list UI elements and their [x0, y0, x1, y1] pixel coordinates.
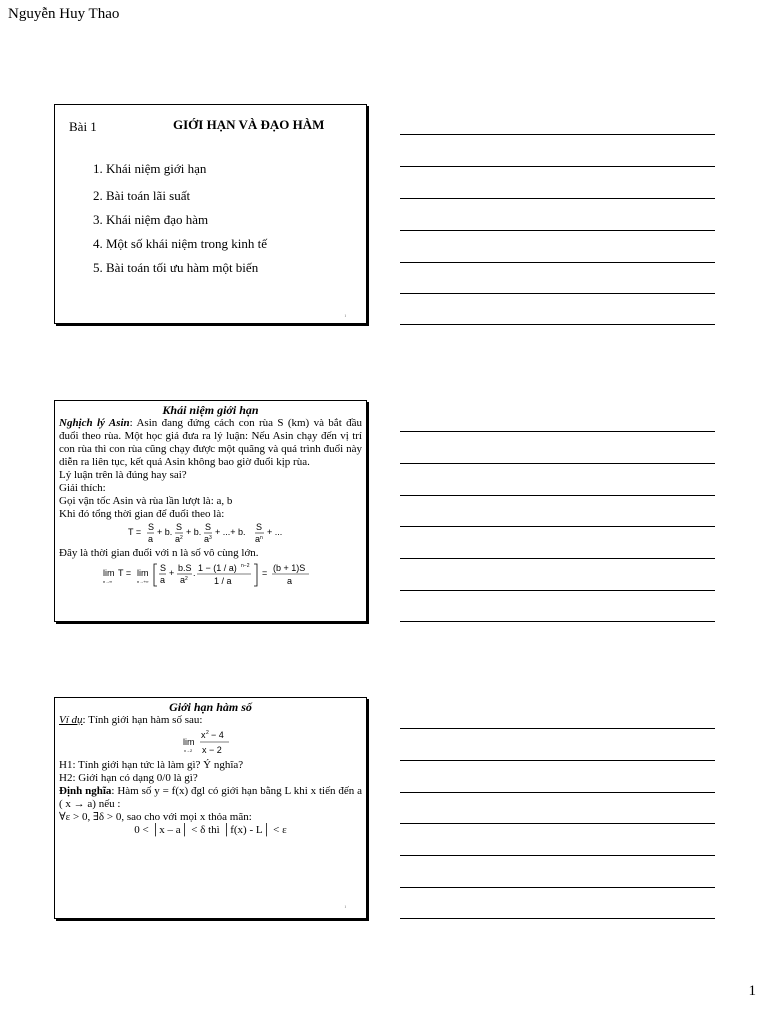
svg-text:+ b.: + b. — [156, 527, 172, 537]
note-line — [400, 760, 715, 761]
svg-text:a: a — [203, 534, 209, 544]
svg-text:2: 2 — [179, 535, 183, 541]
definition-lead: Định nghĩa — [59, 785, 112, 797]
note-line — [400, 526, 715, 527]
note-line — [400, 262, 715, 263]
svg-text:x→2: x→2 — [183, 748, 192, 753]
limit-formula — [59, 561, 362, 589]
svg-text:x − 2: x − 2 — [201, 745, 222, 755]
topic-item: 3. Khái niệm đạo hàm — [93, 212, 209, 227]
svg-text:S: S — [175, 522, 182, 532]
slide-marker: ı — [344, 905, 346, 910]
note-line — [400, 558, 715, 559]
svg-text:n: n — [259, 535, 263, 541]
definition-paragraph — [59, 785, 362, 811]
svg-text:a: a — [179, 575, 185, 585]
svg-text:S: S — [147, 522, 154, 532]
svg-text:x: x — [200, 730, 205, 740]
slide-2 — [54, 400, 367, 622]
svg-text:b.S: b.S — [177, 563, 192, 573]
svg-text:+ b.: + b. — [185, 527, 201, 537]
note-line — [400, 198, 715, 199]
note-line — [400, 463, 715, 464]
svg-text:S: S — [255, 522, 262, 532]
sum-formula — [59, 522, 362, 546]
svg-text:n→+∞: n→+∞ — [136, 579, 148, 584]
explain-label: Giải thích: — [59, 482, 106, 494]
svg-text:a: a — [286, 576, 292, 586]
svg-text:1 − (1 / a): 1 − (1 / a) — [197, 563, 237, 573]
svg-text:n−2: n−2 — [240, 563, 249, 569]
paradox-paragraph — [59, 417, 362, 469]
question-h1: H1: Tính giới hạn tức là làm gì? Ý nghĩa? — [59, 759, 244, 771]
svg-text:a: a — [174, 534, 180, 544]
slide-title: Giới hạn hàm số — [169, 700, 252, 714]
svg-text:a: a — [254, 534, 260, 544]
paradox-lead: Nghịch lý Asin — [59, 417, 130, 429]
page-number: 1 — [748, 983, 756, 999]
note-line — [400, 823, 715, 824]
topic-list — [93, 161, 267, 284]
question-text: Lý luận trên là đúng hay sai? — [59, 469, 187, 481]
svg-text:S: S — [204, 522, 211, 532]
svg-text:2: 2 — [205, 730, 209, 736]
slide-title: Khái niệm giới hạn — [162, 403, 259, 417]
example-paragraph — [59, 714, 362, 727]
note-line — [400, 166, 715, 167]
note-line — [400, 621, 715, 622]
svg-text:+ ...+ b.: + ...+ b. — [214, 527, 246, 537]
slide-title: GIỚI HẠN VÀ ĐẠO HÀM — [173, 117, 325, 132]
note-line — [400, 887, 715, 888]
definition-text: : Hàm số y = f(x) đgl có giới hạn bằng L khi x tiến đến a ( x → a) nếu : — [59, 785, 363, 810]
note-line — [400, 495, 715, 496]
note-line — [400, 293, 715, 294]
svg-text:2: 2 — [184, 576, 188, 582]
note-line — [400, 918, 715, 919]
topic-item: 1. Khái niệm giới hạn — [93, 161, 207, 176]
note-line — [400, 431, 715, 432]
note-line — [400, 590, 715, 591]
speeds-text: Gọi vận tốc Asin và rùa lần lượt là: a, b — [59, 495, 233, 507]
svg-text:=: = — [261, 568, 267, 578]
topic-item: 4. Một số khái niệm trong kinh tế — [93, 236, 268, 251]
note-line — [400, 134, 715, 135]
note-line — [400, 728, 715, 729]
svg-text:S: S — [159, 563, 166, 573]
svg-text:.: . — [192, 568, 196, 578]
example-text: : Tính giới hạn hàm số sau: — [82, 714, 203, 726]
topic-item: 5. Bài toán tối ưu hàm một biến — [93, 260, 259, 275]
svg-text:− 4: − 4 — [210, 730, 224, 740]
lesson-number: Bài 1 — [69, 119, 97, 134]
author-name: Nguyễn Huy Thao — [8, 6, 120, 22]
slide-1 — [54, 104, 367, 324]
note-line — [400, 324, 715, 325]
example-limit-formula — [59, 728, 362, 758]
svg-text:3: 3 — [208, 535, 212, 541]
question-h2: H2: Giới hạn có dạng 0/0 là gì? — [59, 772, 198, 784]
svg-text:T =: T = — [127, 527, 141, 537]
paradox-text: : Asin đang đứng cách con rùa S (km) và bắt đầu đuổi theo rùa. Một học giả đưa ra lý luận: Nếu Asin chạy đến vị trí con rùa thì con rùa cũng chạy được một quãng và quá trình đuổi này diễn ra liên tục, kết quả Asin không bao giờ đuổi kịp rùa. — [59, 417, 362, 468]
svg-text:lim: lim — [182, 737, 194, 747]
svg-text:1 / a: 1 / a — [213, 576, 232, 586]
svg-text:lim: lim — [102, 568, 114, 578]
example-lead: Ví dụ — [59, 714, 83, 726]
note-line — [400, 792, 715, 793]
svg-text:a: a — [147, 534, 153, 544]
note-line — [400, 855, 715, 856]
svg-text:T =: T = — [117, 568, 131, 578]
svg-text:+: + — [168, 568, 174, 578]
svg-text:n→∞: n→∞ — [102, 579, 112, 584]
svg-text:lim: lim — [136, 568, 148, 578]
note-line — [400, 230, 715, 231]
svg-text:+ ...: + ... — [266, 527, 282, 537]
slide-marker: ı — [344, 314, 346, 319]
svg-text:(b + 1)S: (b + 1)S — [272, 563, 305, 573]
total-time-text: Khi đó tổng thời gian để đuổi theo là: — [59, 508, 225, 520]
svg-text:a: a — [159, 575, 165, 585]
condition-1: ∀ε > 0, ∃δ > 0, sao cho với mọi x thỏa mãn: — [59, 811, 252, 823]
conclusion-text: Đây là thời gian đuổi với n là số vô cùng lớn. — [59, 547, 259, 559]
slide-3 — [54, 697, 367, 919]
condition-2: 0 < │x – a│ < δ thì │f(x) - L│ < ε — [134, 824, 287, 836]
topic-item: 2. Bài toán lãi suất — [93, 188, 191, 203]
